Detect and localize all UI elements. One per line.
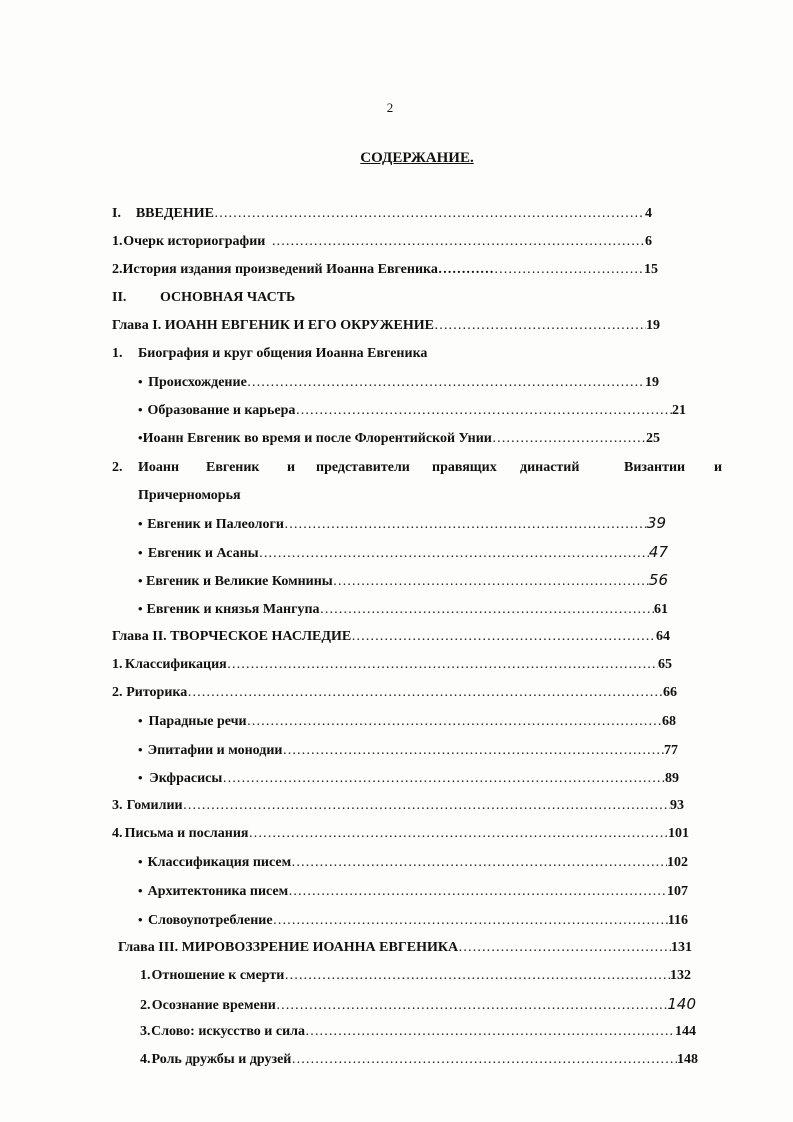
toc-entry-asanes (138, 541, 668, 563)
entry-title: Эпитафии и монодии (147, 743, 283, 758)
entry-page: 89 (665, 771, 679, 786)
entry-title: Гомилии (126, 798, 183, 813)
toc-entry-mangup (138, 598, 668, 620)
bullet: • (138, 573, 143, 588)
entry-page: 61 (654, 602, 668, 617)
entry-title: Риторика (126, 685, 188, 700)
toc-entry-chapter-2 (112, 626, 670, 648)
toc-entry-main-part (112, 287, 652, 309)
entry-page: 6 (645, 234, 652, 249)
bullet: • (138, 402, 143, 417)
dot-leader (247, 372, 645, 394)
entry-title: Иоанн Евгеник во время и после Флорентийской Унии (142, 431, 492, 446)
bullet: • (138, 742, 143, 757)
entry-page: 101 (668, 826, 689, 841)
entry-page: 15 (644, 262, 658, 277)
entry-page: 66 (663, 685, 677, 700)
entry-word: Евгеник (206, 460, 260, 475)
bullet: • (138, 854, 143, 869)
entry-number: I. (112, 206, 121, 221)
entry-word: правящих (432, 460, 497, 475)
dot-leader (295, 400, 672, 422)
toc-entry-palaiologoi (138, 512, 666, 534)
entry-title: Евгеник и князья Мангупа (146, 602, 320, 617)
entry-title: Евгеник и Асаны (147, 546, 259, 561)
toc-entry-death (140, 965, 691, 987)
dot-leader (187, 682, 663, 704)
toc-entry-introduction (112, 203, 652, 225)
entry-word: династий (520, 460, 580, 475)
entry-page: 64 (656, 629, 670, 644)
entry-number: II. (112, 290, 127, 305)
bullet: • (138, 912, 143, 927)
entry-title: Парадные речи (148, 714, 247, 729)
dot-leader (276, 995, 668, 1017)
bullet: • (138, 713, 143, 728)
toc-entry-ekphraseis (138, 767, 679, 789)
entry-page: 19 (645, 375, 659, 390)
entry-page: 47 (648, 543, 668, 561)
dot-leader (284, 514, 647, 536)
toc-entry-chapter-1 (112, 315, 660, 337)
entry-page: 39 (646, 514, 666, 532)
entry-page: 148 (677, 1052, 698, 1067)
toc-entry-florence-union (138, 427, 660, 449)
entry-number: 1. (140, 968, 151, 983)
entry-title: Роль дружбы и друзей (151, 1052, 292, 1067)
entry-title: Происхождение (148, 375, 247, 390)
toc-entry-dynasties (112, 457, 724, 479)
toc-entry-historiography (112, 231, 652, 253)
dot-leader (222, 768, 665, 790)
entry-title: Евгеник и Палеологи (147, 517, 284, 532)
entry-word: Византии (624, 460, 686, 475)
dot-leader (214, 203, 645, 225)
entry-title: История издания произведений Иоанна Евгеника………… (122, 262, 494, 277)
entry-title: Классификация писем (147, 855, 292, 870)
entry-page: 131 (671, 940, 692, 955)
dot-leader (282, 740, 664, 762)
entry-page: 132 (670, 968, 691, 983)
dot-leader (333, 571, 649, 593)
entry-title: Причерноморья (138, 488, 241, 503)
entry-page: 93 (670, 798, 684, 813)
entry-page: 107 (667, 884, 688, 899)
entry-number: 4. (112, 826, 123, 841)
entry-title: Очерк историографии (123, 234, 266, 249)
toc-entry-word-art (140, 1021, 696, 1043)
entry-title: Евгеник и Великие Комнины (146, 574, 333, 589)
entry-title: Отношение к смерти (151, 968, 285, 983)
entry-title: Слово: искусство и сила (151, 1024, 306, 1039)
entry-number: 3. (140, 1024, 151, 1039)
entry-title: Письма и послания (124, 826, 249, 841)
bullet: • (138, 430, 143, 445)
entry-number: 4. (140, 1052, 151, 1067)
entry-title: ВВЕДЕНИЕ (135, 206, 214, 221)
dot-leader (271, 231, 645, 253)
toc-entry-origin (138, 371, 659, 393)
entry-number: 3. (112, 798, 123, 813)
toc-entry-letters (112, 823, 689, 845)
dot-leader (273, 910, 668, 932)
toc-title: СОДЕРЖАНИЕ. (360, 150, 474, 166)
bullet: • (138, 374, 143, 389)
entry-title: Осознание времени (151, 998, 276, 1013)
toc-entry-education (138, 399, 686, 421)
entry-number: 2. (112, 262, 123, 277)
entry-title: Классификация (124, 657, 227, 672)
page-number: 2 (386, 100, 394, 115)
entry-number: 1. (112, 657, 123, 672)
entry-page: 77 (664, 743, 678, 758)
dot-leader (492, 428, 646, 450)
entry-page: 102 (667, 855, 688, 870)
toc-entry-epitaphs (138, 739, 678, 761)
entry-page: 19 (646, 318, 660, 333)
toc-entry-chapter-3 (118, 937, 692, 959)
entry-number: 2. (112, 460, 123, 475)
dot-leader (305, 1021, 675, 1043)
toc-entry-ceremonial-speeches (138, 710, 676, 732)
entry-number: 2. (140, 998, 151, 1013)
dot-leader (248, 823, 668, 845)
bullet: • (138, 601, 143, 616)
dot-leader (284, 965, 670, 987)
entry-number: 2. (112, 685, 123, 700)
entry-word: и (287, 460, 296, 475)
entry-page: 144 (675, 1024, 696, 1039)
dot-leader (458, 937, 671, 959)
dot-leader (259, 543, 649, 565)
entry-page: 140 (667, 995, 696, 1013)
bullet: • (138, 883, 143, 898)
entry-title: Экфрасисы (149, 771, 223, 786)
dot-leader (247, 711, 662, 733)
dot-leader (291, 852, 667, 874)
entry-title: Архитектоника писем (147, 884, 289, 899)
toc-entry-letter-classification (138, 851, 688, 873)
entry-title: Биография и круг общения Иоанна Евгеника (138, 346, 428, 361)
entry-page: 21 (672, 403, 686, 418)
toc-entry-biography (112, 343, 652, 365)
toc-entry-letter-architectonics (138, 880, 688, 902)
bullet: • (138, 770, 143, 785)
entry-page: 25 (646, 431, 660, 446)
toc-entry-time (140, 993, 696, 1015)
entry-title: ОСНОВНАЯ ЧАСТЬ (160, 290, 296, 305)
toc-entry-rhetoric (112, 682, 677, 704)
entry-title: Глава I. ИОАНН ЕВГЕНИК И ЕГО ОКРУЖЕНИЕ (112, 318, 435, 333)
entry-title: Глава II. ТВОРЧЕСКОЕ НАСЛЕДИЕ (112, 629, 352, 644)
entry-title: Глава III. МИРОВОЗЗРЕНИЕ ИОАННА ЕВГЕНИКА (118, 940, 459, 955)
toc-entry-komnenoi (138, 569, 668, 591)
dot-leader (291, 1049, 677, 1071)
bullet: • (138, 516, 143, 531)
entry-page: 116 (667, 913, 688, 928)
dot-leader (183, 795, 670, 817)
dot-leader (227, 654, 658, 676)
entry-title: Словоупотребление (148, 913, 273, 928)
entry-title: Образование и карьера (147, 403, 296, 418)
dot-leader (351, 626, 656, 648)
toc-entry-homilies (112, 795, 684, 817)
entry-word: Иоанн (138, 460, 180, 475)
toc-entry-word-usage (138, 909, 688, 931)
entry-page: 56 (648, 571, 668, 589)
bullet: • (138, 545, 143, 560)
dot-leader (320, 599, 654, 621)
entry-word: представители (316, 460, 410, 475)
toc-entry-publication-history (112, 259, 658, 281)
toc-entry-friendship (140, 1049, 698, 1071)
entry-word: и (714, 460, 723, 475)
toc-entry-classification (112, 654, 672, 676)
dot-leader (288, 881, 667, 903)
entry-page: 65 (658, 657, 672, 672)
dot-leader (434, 315, 646, 337)
entry-number: 1. (112, 346, 123, 361)
entry-page: 68 (662, 714, 676, 729)
dot-leader (494, 259, 644, 281)
toc-entry-dynasties-continued (138, 485, 438, 507)
entry-page: 4 (645, 206, 652, 221)
entry-number: 1. (112, 234, 123, 249)
